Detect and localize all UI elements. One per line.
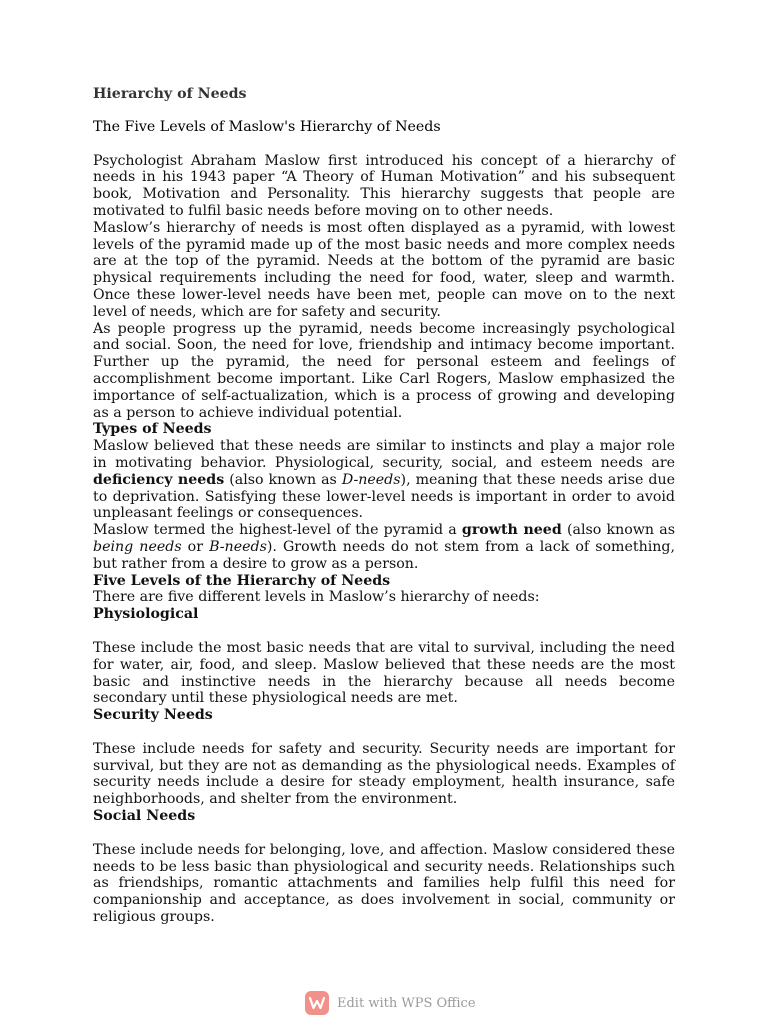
document-subtitle: The Five Levels of Maslow's Hierarchy of Needs: [93, 118, 441, 135]
wps-footer-text: Edit with WPS Office: [337, 995, 476, 1011]
d-needs-term: D-needs: [341, 471, 401, 488]
security-text: These include needs for safety and security. Security needs are important for survival, but they are not as demanding as the physiological needs. Examples of security needs include a desire for steady employment, health insurance, safe neighborhoods, and shelter from the environment.: [93, 740, 675, 808]
types-heading: Types of Needs: [93, 421, 212, 438]
wps-logo-icon: [305, 991, 329, 1015]
levels-heading: Five Levels of the Hierarchy of Needs: [93, 572, 391, 589]
b-needs-term: B-needs: [209, 538, 267, 555]
intro-paragraph-2: Maslow’s hierarchy of needs is most often displayed as a pyramid, with lowest levels of the pyramid made up of the most basic needs and more complex needs are at the top of the pyramid. Needs at the bottom of the pyramid are basic physical requirements including the need for food, water, sleep and warmth. Once these lower-level needs have been met, people can move on to the next level of needs, which are for safety and security.: [93, 219, 675, 320]
being-needs-term: being needs: [93, 538, 182, 555]
social-heading: Social Needs: [93, 808, 196, 825]
types-paragraph-2: Maslow termed the highest-level of the pyramid a growth need (also known as being needs or B-needs). Growth needs do not stem from a lack of something, but rather from a desire to grow as a person.: [93, 522, 675, 572]
social-text: These include needs for belonging, love, and affection. Maslow considered these needs to be less basic than physiological and security needs. Relationships such as friendships, romantic attachments and families help fulfil this need for companionship and acceptance, as does involvement in social, community or religious groups.: [93, 841, 675, 926]
types-paragraph-1: Maslow believed that these needs are similar to instincts and play a major role in motivating behavior. Physiological, security, social, and esteem needs are deficiency needs (also known as D-needs), meaning that these needs arise due to deprivation. Satisfying these lower-level needs is important in order to avoid unpleasant feelings or consequences.: [93, 438, 675, 522]
document-title: Hierarchy of Needs: [93, 86, 247, 102]
physiological-text: These include the most basic needs that are vital to survival, including the need for water, air, food, and sleep. Maslow believed that these needs are the most basic and instinctive needs in the hierarchy because all needs become secondary until these physiological needs are met.: [93, 639, 675, 707]
wps-footer[interactable]: [305, 990, 476, 1016]
deficiency-needs-term: deficiency needs: [93, 471, 225, 488]
physiological-heading: Physiological: [93, 606, 199, 623]
growth-need-term: growth need: [461, 522, 562, 539]
levels-intro: There are five different levels in Maslow’s hierarchy of needs:: [93, 589, 540, 606]
security-heading: Security Needs: [93, 707, 213, 724]
intro-paragraph-3: As people progress up the pyramid, needs become increasingly psychological and social. Soon, the need for love, friendship and intimacy become important. Further up the pyramid, the need for personal esteem and feelings of accomplishment become important. Like Carl Rogers, Maslow emphasized the importance of self-actualization, which is a process of growing and developing as a person to achieve individual potential.: [93, 320, 675, 421]
intro-paragraph-1: Psychologist Abraham Maslow first introduced his concept of a hierarchy of needs in his 1943 paper “A Theory of Human Motivation” and his subsequent book, Motivation and Personality. This hierarchy suggests that people are motivated to fulfil basic needs before moving on to other needs.: [93, 152, 675, 219]
document-page: [93, 86, 675, 926]
